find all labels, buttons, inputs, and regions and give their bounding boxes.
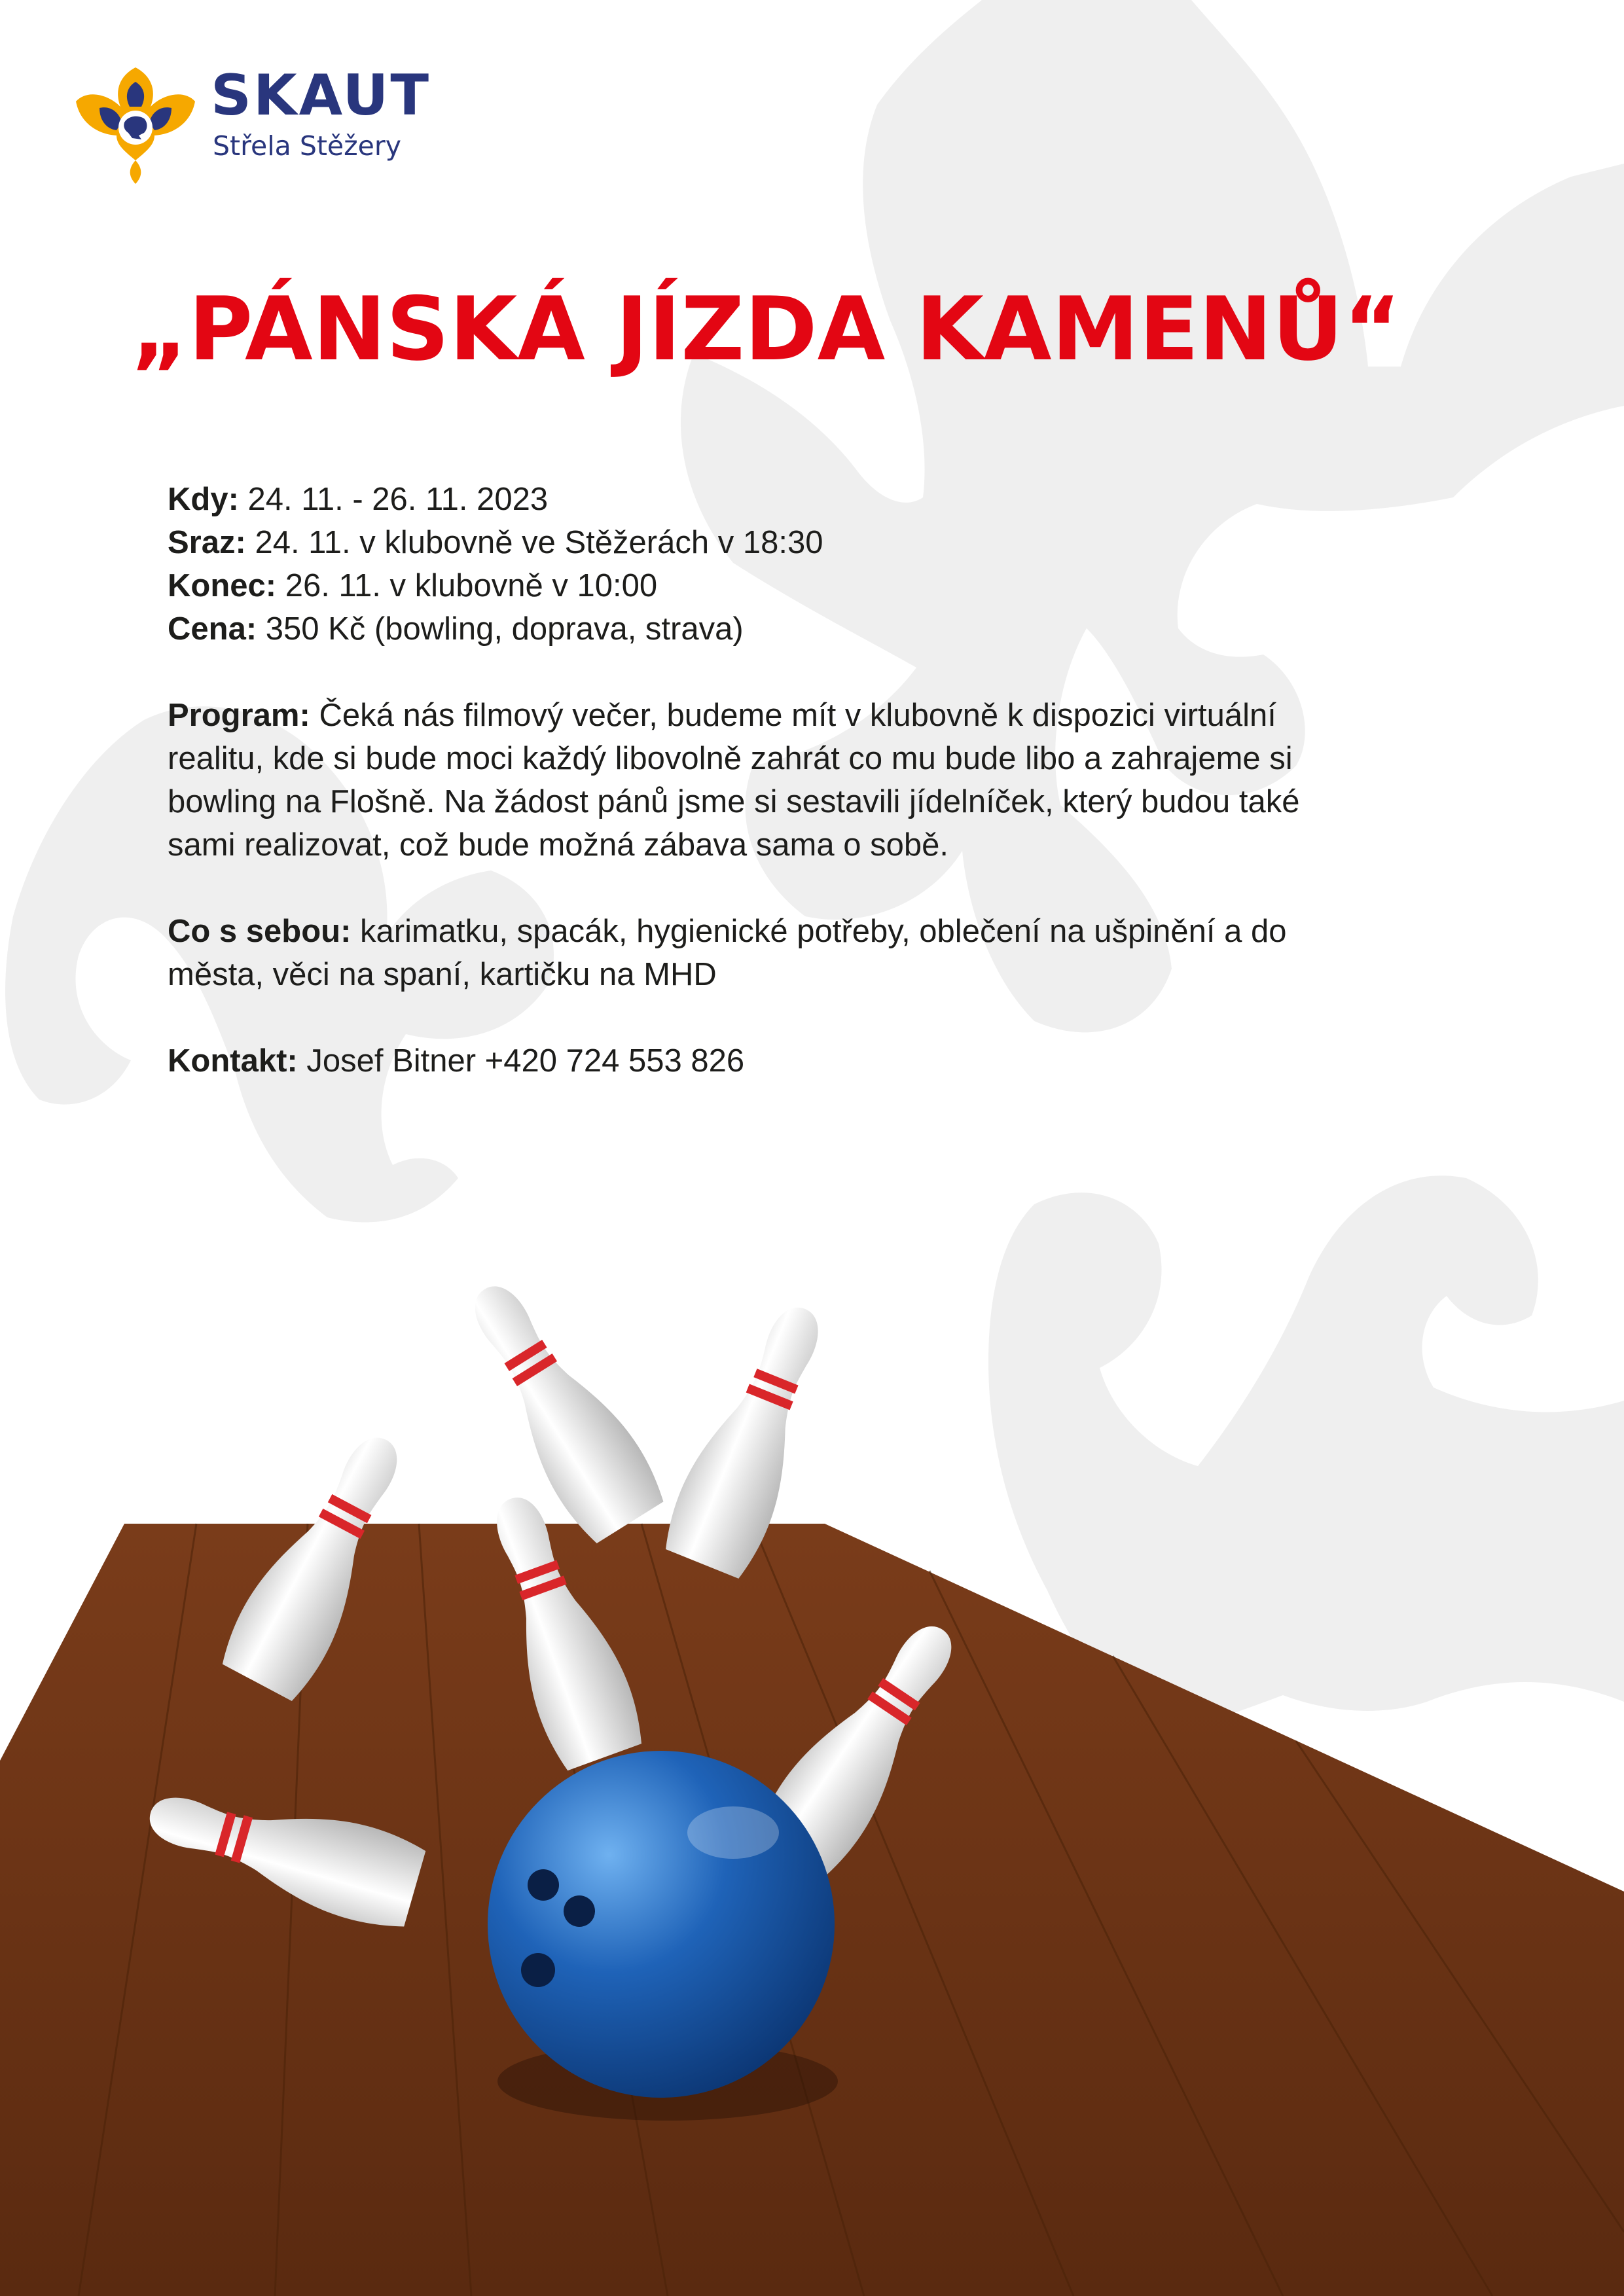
scout-logo <box>73 62 440 187</box>
detail-price-value: 350 Kč (bowling, doprava, strava) <box>257 611 744 647</box>
detail-meeting-value: 24. 11. v klubovně ve Stěžerách v 18:30 <box>245 525 823 560</box>
program-line-4: sami realizovat, což bude možná zábava sama o sobě. <box>168 827 948 863</box>
detail-end-value: 26. 11. v klubovně v 10:00 <box>276 568 658 603</box>
packing-label: Co s sebou: <box>168 914 352 949</box>
packing-line-1 <box>168 910 1437 953</box>
program-line-2: realitu, kde si bude moci každý libovolně zahrát co mu bude libo a zahrajeme si <box>168 741 1293 776</box>
contact-line <box>168 1039 1437 1083</box>
detail-price-label: Cena: <box>168 611 257 647</box>
brand-unit: Střela Stěžery <box>213 130 402 162</box>
page-title: „PÁNSKÁ JÍZDA KAMENŮ“ <box>131 278 1401 380</box>
detail-when-label: Kdy: <box>168 482 239 517</box>
detail-price <box>168 607 1437 651</box>
detail-meeting <box>168 521 1437 564</box>
program-label: Program: <box>168 698 310 733</box>
program-line-3: bowling na Flošně. Na žádost pánů jsme si sestavili jídelníček, který budou také <box>168 784 1300 819</box>
event-details <box>168 478 1437 1083</box>
packing-text-1: karimatku, spacák, hygienické potřeby, oblečení na ušpinění a do <box>351 914 1287 949</box>
contact-value: Josef Bitner +420 724 553 826 <box>297 1043 745 1079</box>
detail-when <box>168 478 1437 521</box>
bowling-illustration-icon <box>0 1263 1624 2296</box>
scout-lily-logo-icon <box>73 62 198 187</box>
contact-label: Kontakt: <box>168 1043 298 1079</box>
packing-line-2: města, věci na spaní, kartičku na MHD <box>168 957 717 992</box>
bowling-ball-icon <box>488 1751 838 2121</box>
program-line-1 <box>168 694 1437 737</box>
detail-end <box>168 564 1437 607</box>
brand-name: SKAUT <box>211 63 431 128</box>
program-text-1: Čeká nás filmový večer, budeme mít v klubovně k dispozici virtuální <box>310 698 1276 733</box>
detail-meeting-label: Sraz: <box>168 525 246 560</box>
detail-when-value: 24. 11. - 26. 11. 2023 <box>238 482 549 517</box>
pin-back-left-icon <box>444 1265 670 1548</box>
detail-end-label: Konec: <box>168 568 277 603</box>
